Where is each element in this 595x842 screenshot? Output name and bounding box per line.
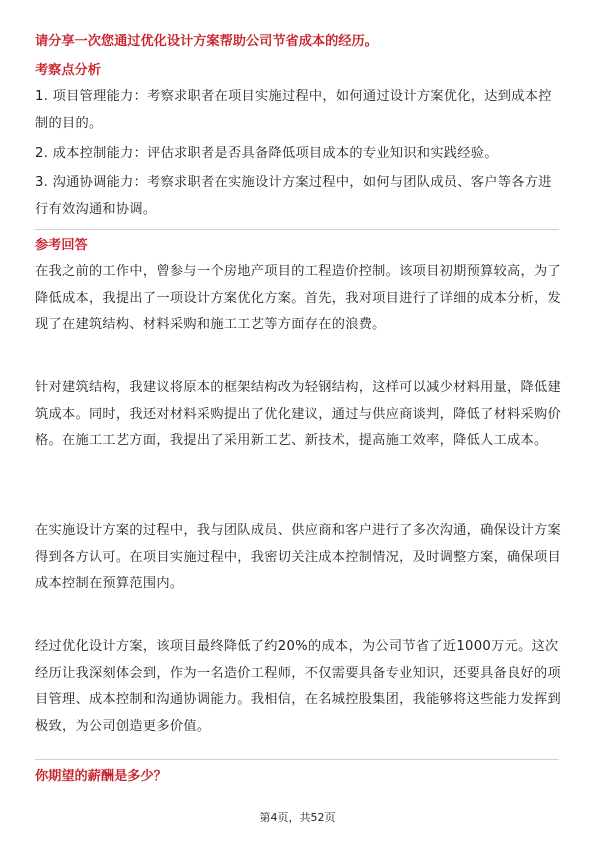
section-divider: [35, 229, 559, 230]
analysis-item-3: 3. 沟通协调能力：考察求职者在实施设计方案过程中，如何与团队成员、客户等各方进行有效沟通和协调。: [35, 175, 552, 217]
analysis-heading: 考察点分析: [35, 63, 101, 78]
answer-paragraph-3: 在实施设计方案的过程中，我与团队成员、供应商和客户进行了多次沟通，确保设计方案得到各方认可。在项目实施过程中，我密切关注成本控制情况，及时调整方案，确保项目成本控制在预算范围内。: [35, 523, 562, 591]
page-indicator: 第4页，共52页: [259, 811, 336, 824]
next-question-title: 你期望的薪酬是多少？: [35, 769, 167, 784]
answer-paragraph-4: 经过优化设计方案，该项目最终降低了约20%的成本，为公司节省了近1000万元。这次经历让我深刻体会到，作为一名造价工程师，不仅需要具备专业知识，还要具备良好的项目管理、成本控制和沟通协调能力。我相信，在名城控股集团，我能够将这些能力发挥到极致，为公司创造更多价值。: [35, 639, 562, 734]
answer-paragraph-1: 在我之前的工作中，曾参与一个房地产项目的工程造价控制。该项目初期预算较高，为了降低成本，我提出了一项设计方案优化方案。首先，我对项目进行了详细的成本分析，发现了在建筑结构、材料采购和施工工艺等方面存在的浪费。: [35, 264, 562, 332]
answer-heading: 参考回答: [35, 238, 88, 253]
question-title: 请分享一次您通过优化设计方案帮助公司节省成本的经历。: [35, 34, 378, 49]
analysis-item-1: 1. 项目管理能力：考察求职者在项目实施过程中，如何通过设计方案优化，达到成本控制的目的。: [35, 89, 552, 131]
answer-paragraph-2: 针对建筑结构，我建议将原本的框架结构改为轻钢结构，这样可以减少材料用量，降低建筑成本。同时，我还对材料采购提出了优化建议，通过与供应商谈判，降低了材料采购价格。在施工工艺方面，我提出了采用新工艺、新技术，提高施工效率，降低人工成本。: [35, 380, 562, 448]
analysis-item-2: 2. 成本控制能力：评估求职者是否具备降低项目成本的专业知识和实践经验。: [35, 146, 498, 161]
section-divider: [35, 759, 559, 760]
